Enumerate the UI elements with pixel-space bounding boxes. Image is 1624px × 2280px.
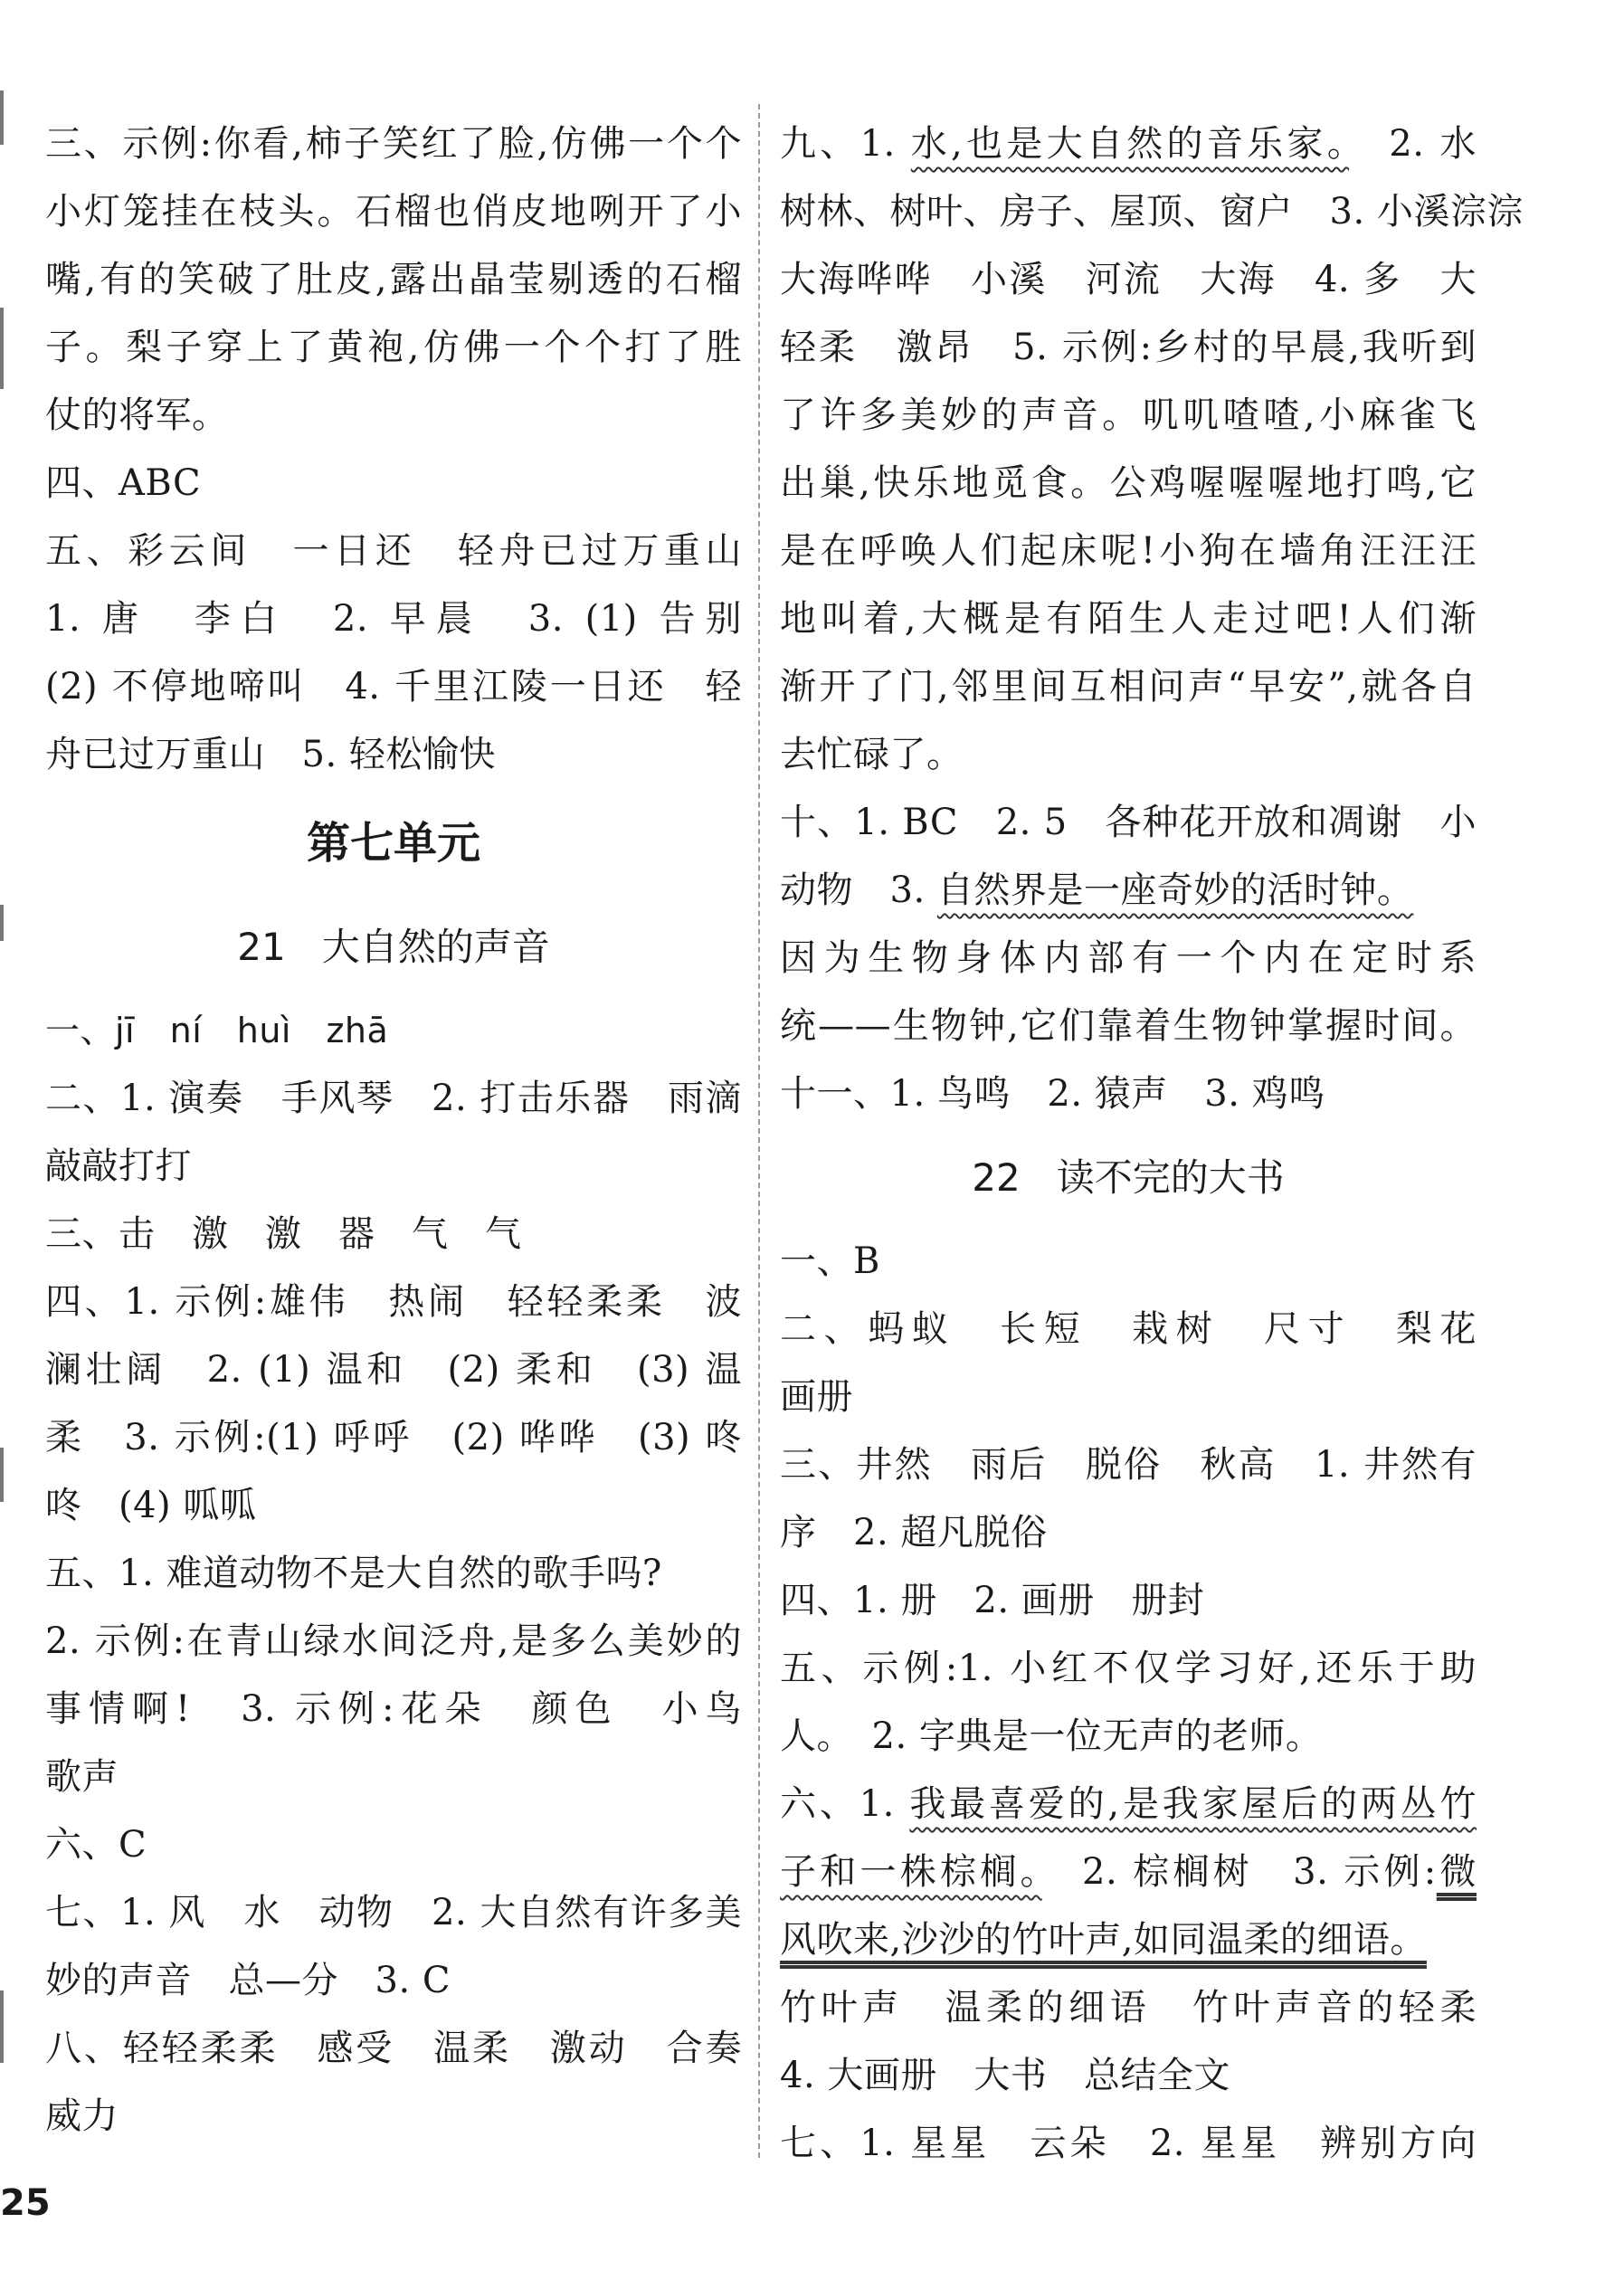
wavy-underlined-answer: 水,也是大自然的音乐家。 <box>910 123 1350 165</box>
edge-mark <box>0 905 4 941</box>
answer-line: 事情啊! 3. 示例:花朵 颜色 小鸟 <box>45 1688 742 1730</box>
edge-mark <box>0 1448 4 1502</box>
lesson-title: 读不完的大书 <box>1056 1155 1285 1200</box>
double-underlined-answer: 风吹来,沙沙的竹叶声,如同温柔的细语。 <box>780 1919 1427 1961</box>
answer-line: 三、示例:你看,柿子笑红了脸,仿佛一个个 <box>45 123 742 165</box>
answer-line <box>780 1906 1477 1974</box>
answer-line: 是在呼唤人们起床呢!小狗在墙角汪汪汪 <box>780 530 1477 572</box>
answer-line: 妙的声音 总—分 3. C <box>45 1960 451 2001</box>
answer-line: 渐开了门,邻里间互相问声“早安”,就各自 <box>780 666 1477 708</box>
answer-line: 四、1. 示例:雄伟 热闹 轻轻柔柔 波 <box>45 1281 742 1323</box>
answer-line: 柔 3. 示例:(1) 呼呼 (2) 哗哗 (3) 咚 <box>45 1417 742 1458</box>
answer-line: 因为生物身体内部有一个内在定时系 <box>780 937 1477 979</box>
answer-line: 十、1. BC 2. 5 各种花开放和凋谢 小 <box>780 802 1477 843</box>
answer-line: 仗的将军。 <box>45 394 229 436</box>
lesson-number: 22 <box>972 1155 1021 1200</box>
answer-line: 树林、树叶、房子、屋顶、窗户 3. 小溪淙淙 <box>780 191 1524 233</box>
column-divider <box>758 104 760 2158</box>
answer-line: 三、井然 雨后 脱俗 秋高 1. 井然有 <box>780 1444 1477 1486</box>
wavy-underlined-answer: 我最喜爱的,是我家屋后的两丛竹 <box>909 1783 1477 1825</box>
answer-line: 二、1. 演奏 手风琴 2. 打击乐器 雨滴 <box>45 1078 742 1119</box>
answer-line: 五、彩云间 一日还 轻舟已过万重山 <box>45 530 742 572</box>
answer-line: 舟已过万重山 5. 轻松愉快 <box>45 734 496 775</box>
answer-line: 一、B <box>780 1240 880 1282</box>
wavy-underlined-answer: 子和一株棕榈。 <box>780 1851 1042 1893</box>
answer-line: 威力 <box>45 2095 119 2137</box>
answer-line: 统——生物钟,它们靠着生物钟掌握时间。 <box>780 1005 1477 1047</box>
answer-line: 大海哗哗 小溪 河流 大海 4. 多 大 <box>780 259 1477 300</box>
answer-line: 了许多美妙的声音。叽叽喳喳,小麻雀飞 <box>780 394 1477 436</box>
answer-line: 六、C <box>45 1824 147 1866</box>
lesson-heading <box>45 898 742 997</box>
unit-title: 第七单元 <box>306 818 480 869</box>
edge-mark <box>0 90 4 145</box>
answer-line: 轻柔 激昂 5. 示例:乡村的早晨,我听到 <box>780 327 1477 368</box>
answer-line: 1. 唐 李白 2. 早晨 3. (1) 告别 <box>45 598 742 640</box>
double-underlined-answer: 微 <box>1436 1851 1477 1893</box>
answer-line: (2) 不停地啼叫 4. 千里江陵一日还 轻 <box>45 666 742 708</box>
answer-line: 三、击 激 激 器 气 气 <box>45 1213 522 1255</box>
page-number: 25 <box>0 2182 51 2224</box>
answer-line: 去忙碌了。 <box>780 734 964 775</box>
answer-text: 六、1. <box>780 1783 910 1825</box>
lesson-number: 21 <box>237 925 286 969</box>
answer-line: 五、示例:1. 小红不仅学习好,还乐于助 <box>780 1648 1477 1689</box>
answer-text: 九、1. <box>780 123 911 165</box>
answer-line: 4. 大画册 大书 总结全文 <box>780 2055 1230 2096</box>
answer-line: 八、轻轻柔柔 感受 温柔 激动 合奏 <box>45 2028 742 2069</box>
answer-line: 出巢,快乐地觅食。公鸡喔喔喔地打鸣,它 <box>780 462 1477 504</box>
lesson-title: 大自然的声音 <box>321 925 550 969</box>
answer-line <box>780 1771 1477 1838</box>
answer-line: 竹叶声 温柔的细语 竹叶声音的轻柔 <box>780 1987 1477 2028</box>
answer-line: 敲敲打打 <box>45 1145 192 1187</box>
answer-line: 一、jī ní huì zhā <box>45 1011 389 1050</box>
answer-line: 四、1. 册 2. 画册 册封 <box>780 1580 1205 1621</box>
answer-line: 二、蚂蚁 长短 栽树 尺寸 梨花 <box>780 1308 1477 1350</box>
answer-line: 五、1. 难道动物不是大自然的歌手吗? <box>45 1553 662 1594</box>
answer-text: 动物 3. <box>780 869 937 911</box>
answer-line <box>780 110 1477 178</box>
answer-line: 子。梨子穿上了黄袍,仿佛一个个打了胜 <box>45 327 742 368</box>
answer-line <box>780 1838 1477 1906</box>
answer-line: 咚 (4) 呱呱 <box>45 1485 257 1526</box>
answer-line: 序 2. 超凡脱俗 <box>780 1512 1048 1553</box>
binding-edge-marks <box>0 90 5 2171</box>
edge-mark <box>0 1990 4 2063</box>
answer-line: 七、1. 星星 云朵 2. 星星 辨别方向 <box>780 2123 1477 2164</box>
right-column <box>780 110 1524 2178</box>
lesson-heading <box>780 1128 1477 1228</box>
edge-mark <box>0 308 4 389</box>
answer-line <box>780 857 1477 925</box>
answer-line: 地叫着,大概是有陌生人走过吧!人们渐 <box>780 598 1477 640</box>
left-column <box>45 110 742 2151</box>
answer-line: 小灯笼挂在枝头。石榴也俏皮地咧开了小 <box>45 191 742 233</box>
answer-text: 2. 水 <box>1349 123 1477 165</box>
answer-line: 2. 示例:在青山绿水间泛舟,是多么美妙的 <box>45 1620 742 1662</box>
answer-line: 四、ABC <box>45 462 202 504</box>
answer-line: 澜壮阔 2. (1) 温和 (2) 柔和 (3) 温 <box>45 1349 742 1391</box>
wavy-underlined-answer: 自然界是一座奇妙的活时钟。 <box>936 869 1414 911</box>
answer-line: 七、1. 风 水 动物 2. 大自然有许多美 <box>45 1892 742 1933</box>
answer-line: 人。 2. 字典是一位无声的老师。 <box>780 1715 1323 1757</box>
answer-line: 嘴,有的笑破了肚皮,露出晶莹剔透的石榴 <box>45 259 742 300</box>
answer-line: 画册 <box>780 1376 853 1418</box>
answer-line: 十一、1. 鸟鸣 2. 猿声 3. 鸡鸣 <box>780 1073 1325 1115</box>
answer-text: 2. 棕榈树 3. 示例: <box>1041 1851 1437 1893</box>
answer-line: 歌声 <box>45 1756 119 1798</box>
